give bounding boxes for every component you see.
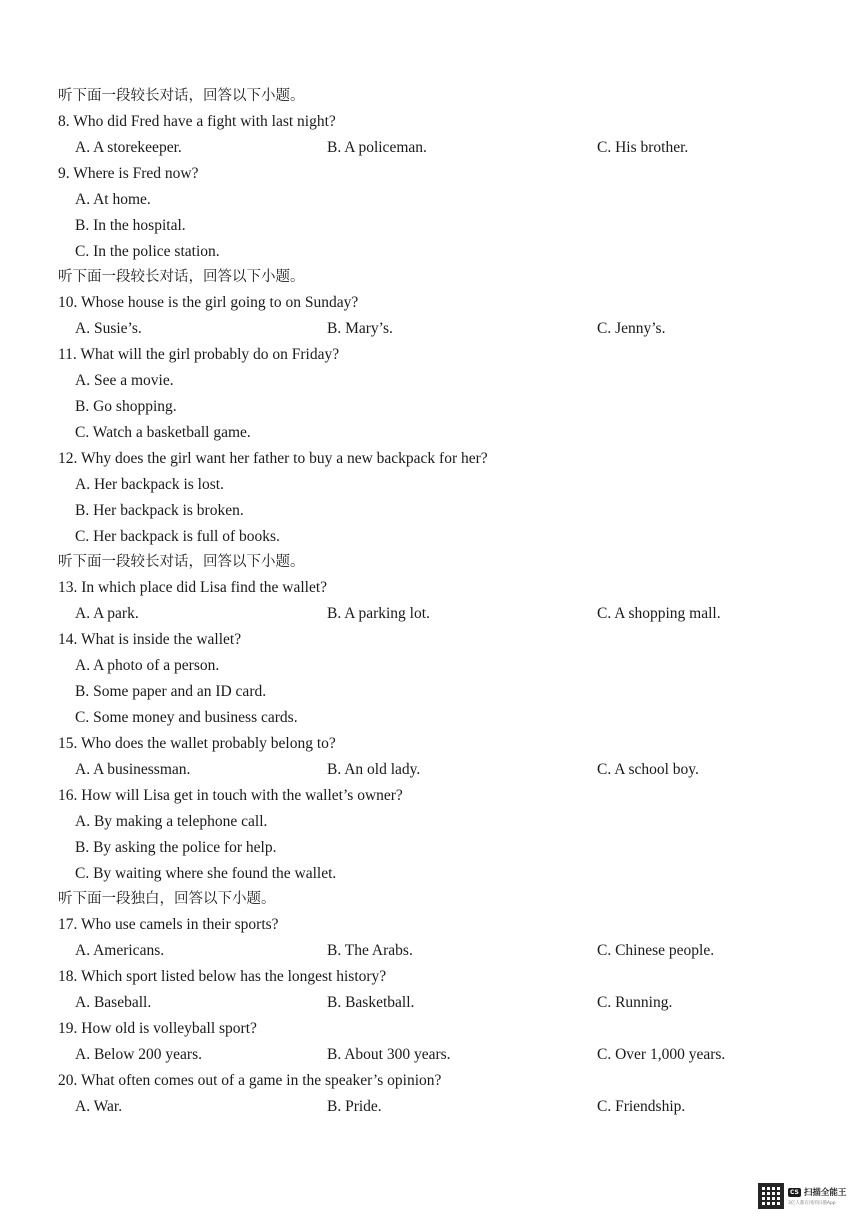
question-20: 20. What often comes out of a game in the speaker’s opinion? — [58, 1072, 442, 1089]
q18-option-a: A. Baseball. — [75, 994, 152, 1011]
q10-option-c: C. Jenny’s. — [597, 320, 666, 337]
q11-option-c: C. Watch a basketball game. — [75, 424, 251, 441]
question-18: 18. Which sport listed below has the longest history? — [58, 968, 387, 985]
question-19: 19. How old is volleyball sport? — [58, 1020, 257, 1037]
camscanner-logo-icon: CS — [790, 1188, 799, 1196]
watermark-subtitle: 3亿人都在用的扫描App — [788, 1201, 836, 1206]
q9-option-b: B. In the hospital. — [75, 217, 186, 234]
q14-option-c: C. Some money and business cards. — [75, 709, 298, 726]
question-11: 11. What will the girl probably do on Friday? — [58, 346, 340, 363]
question-10: 10. Whose house is the girl going to on Sunday? — [58, 294, 359, 311]
q14-option-b: B. Some paper and an ID card. — [75, 683, 267, 700]
question-13: 13. In which place did Lisa find the wallet? — [58, 579, 328, 596]
q9-option-a: A. At home. — [75, 191, 151, 208]
q15-option-a: A. A businessman. — [75, 761, 191, 778]
q11-option-b: B. Go shopping. — [75, 398, 177, 415]
q11-option-a: A. See a movie. — [75, 372, 174, 389]
q19-option-a: A. Below 200 years. — [75, 1046, 202, 1063]
q8-option-a: A. A storekeeper. — [75, 139, 182, 156]
q20-option-b: B. Pride. — [327, 1098, 382, 1115]
q16-option-c: C. By waiting where she found the wallet. — [75, 865, 337, 882]
q12-option-b: B. Her backpack is broken. — [75, 502, 244, 519]
q12-option-a: A. Her backpack is lost. — [75, 476, 224, 493]
section-instruction: 听下面一段较长对话，回答以下小题。 — [58, 554, 305, 570]
q16-option-b: B. By asking the police for help. — [75, 839, 277, 856]
q13-option-c: C. A shopping mall. — [597, 605, 721, 622]
scanner-watermark — [758, 1178, 854, 1214]
q13-option-a: A. A park. — [75, 605, 139, 622]
q10-option-b: B. Mary’s. — [327, 320, 393, 337]
q10-option-a: A. Susie’s. — [75, 320, 142, 337]
section-instruction: 听下面一段独白，回答以下小题。 — [58, 891, 276, 907]
q19-option-b: B. About 300 years. — [327, 1046, 451, 1063]
question-8: 8. Who did Fred have a fight with last night? — [58, 113, 336, 130]
question-16: 16. How will Lisa get in touch with the wallet’s owner? — [58, 787, 403, 804]
q18-option-c: C. Running. — [597, 994, 673, 1011]
question-17: 17. Who use camels in their sports? — [58, 916, 279, 933]
q16-option-a: A. By making a telephone call. — [75, 813, 268, 830]
watermark-title: 扫描全能王 — [803, 1188, 847, 1198]
q9-option-c: C. In the police station. — [75, 243, 220, 260]
section-instruction: 听下面一段较长对话，回答以下小题。 — [58, 269, 305, 285]
question-14: 14. What is inside the wallet? — [58, 631, 242, 648]
q13-option-b: B. A parking lot. — [327, 605, 430, 622]
q12-option-c: C. Her backpack is full of books. — [75, 528, 280, 545]
q15-option-b: B. An old lady. — [327, 761, 421, 778]
qr-code-icon — [758, 1183, 784, 1209]
question-12: 12. Why does the girl want her father to buy a new backpack for her? — [58, 450, 488, 467]
q19-option-c: C. Over 1,000 years. — [597, 1046, 726, 1063]
q15-option-c: C. A school boy. — [597, 761, 699, 778]
q17-option-a: A. Americans. — [75, 942, 165, 959]
question-15: 15. Who does the wallet probably belong to? — [58, 735, 336, 752]
section-instruction: 听下面一段较长对话，回答以下小题。 — [58, 88, 305, 104]
q18-option-b: B. Basketball. — [327, 994, 415, 1011]
q20-option-a: A. War. — [75, 1098, 123, 1115]
q20-option-c: C. Friendship. — [597, 1098, 686, 1115]
question-9: 9. Where is Fred now? — [58, 165, 199, 182]
q17-option-c: C. Chinese people. — [597, 942, 715, 959]
q14-option-a: A. A photo of a person. — [75, 657, 220, 674]
q8-option-b: B. A policeman. — [327, 139, 427, 156]
q8-option-c: C. His brother. — [597, 139, 689, 156]
q17-option-b: B. The Arabs. — [327, 942, 413, 959]
